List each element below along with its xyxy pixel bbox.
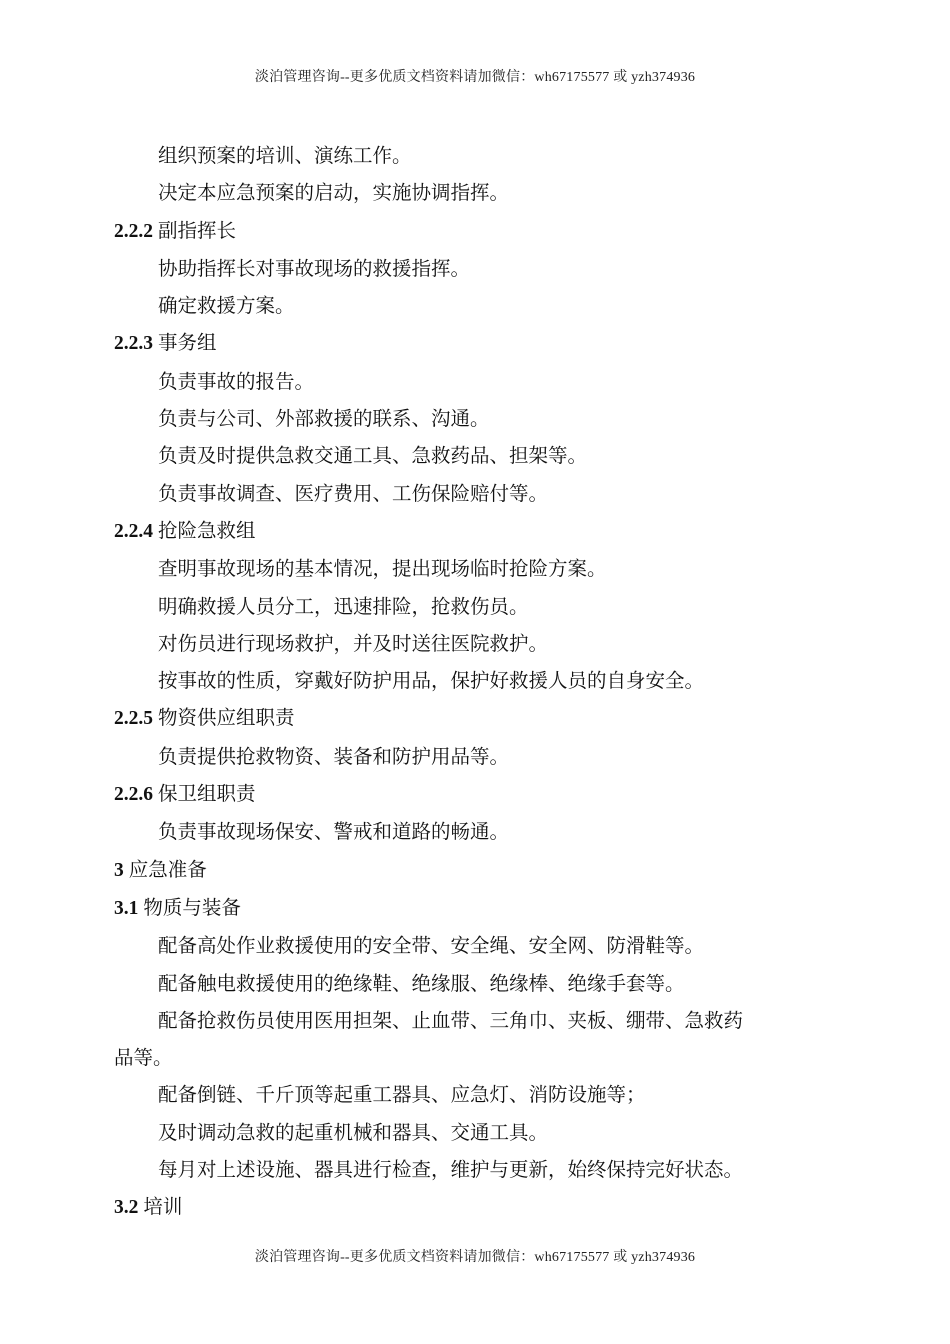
paragraph-continuation: 品等。 bbox=[114, 1046, 173, 1070]
section-title: 应急准备 bbox=[128, 857, 207, 881]
paragraph: 及时调动急救的起重机械和器具、交通工具。 bbox=[158, 1120, 549, 1144]
paragraph: 协助指挥长对事故现场的救援指挥。 bbox=[158, 256, 471, 280]
section-number: 3.1 bbox=[114, 897, 139, 919]
section-heading bbox=[114, 775, 838, 813]
section-number: 2.2.2 bbox=[114, 220, 153, 242]
paragraph: 按事故的性质，穿戴好防护用品，保护好救援人员的自身安全。 bbox=[158, 669, 705, 693]
section-title: 事务组 bbox=[158, 331, 217, 355]
section-number: 2.2.4 bbox=[114, 520, 153, 542]
paragraph: 查明事故现场的基本情况，提出现场临时抢险方案。 bbox=[158, 557, 607, 581]
page-footer: 淡泊管理咨询--更多优质文档资料请加微信：wh67175577 或 yzh374936 bbox=[254, 1250, 696, 1265]
paragraph: 配备高处作业救援使用的安全带、安全绳、安全网、防滑鞋等。 bbox=[158, 934, 705, 958]
section-heading bbox=[114, 1188, 838, 1226]
section-heading bbox=[114, 212, 838, 250]
section-title: 培训 bbox=[143, 1195, 183, 1219]
section-title: 抢险急救组 bbox=[158, 518, 256, 542]
paragraph: 配备倒链、千斤顶等起重工器具、应急灯、消防设施等； bbox=[158, 1083, 646, 1107]
section-number: 2.2.3 bbox=[114, 333, 153, 355]
paragraph: 负责事故的报告。 bbox=[158, 369, 315, 393]
section-number: 3.2 bbox=[114, 1197, 139, 1219]
document-body bbox=[114, 137, 838, 1227]
section-number: 2.2.6 bbox=[114, 784, 153, 806]
section-heading bbox=[114, 851, 838, 889]
section-number: 3 bbox=[114, 859, 124, 881]
section-heading bbox=[114, 699, 838, 737]
paragraph: 配备抢救伤员使用医用担架、止血带、三角巾、夹板、绷带、急救药 bbox=[158, 1008, 744, 1032]
paragraph: 负责事故现场保安、警戒和道路的畅通。 bbox=[158, 820, 510, 844]
section-title: 物资供应组职责 bbox=[158, 706, 295, 730]
paragraph: 配备触电救援使用的绝缘鞋、绝缘服、绝缘棒、绝缘手套等。 bbox=[158, 971, 685, 995]
section-title: 物质与装备 bbox=[143, 895, 241, 919]
paragraph: 负责与公司、外部救援的联系、沟通。 bbox=[158, 407, 490, 431]
section-heading bbox=[114, 512, 838, 550]
paragraph: 明确救援人员分工，迅速排险，抢救伤员。 bbox=[158, 594, 529, 618]
paragraph: 负责提供抢救物资、装备和防护用品等。 bbox=[158, 744, 510, 768]
section-title: 副指挥长 bbox=[158, 218, 237, 242]
paragraph: 决定本应急预案的启动，实施协调指挥。 bbox=[158, 181, 510, 205]
paragraph: 负责事故调查、医疗费用、工伤保险赔付等。 bbox=[158, 481, 549, 505]
paragraph: 每月对上述设施、器具进行检查，维护与更新，始终保持完好状态。 bbox=[158, 1158, 744, 1182]
paragraph: 确定救援方案。 bbox=[158, 294, 295, 318]
paragraph: 组织预案的培训、演练工作。 bbox=[158, 144, 412, 167]
section-title: 保卫组职责 bbox=[158, 782, 256, 806]
paragraph: 对伤员进行现场救护，并及时送往医院救护。 bbox=[158, 631, 549, 655]
paragraph: 负责及时提供急救交通工具、急救药品、担架等。 bbox=[158, 444, 588, 468]
section-heading bbox=[114, 889, 838, 927]
page-header: 淡泊管理咨询--更多优质文档资料请加微信：wh67175577 或 yzh374936 bbox=[254, 70, 696, 85]
section-number: 2.2.5 bbox=[114, 708, 153, 730]
section-heading bbox=[114, 324, 838, 362]
